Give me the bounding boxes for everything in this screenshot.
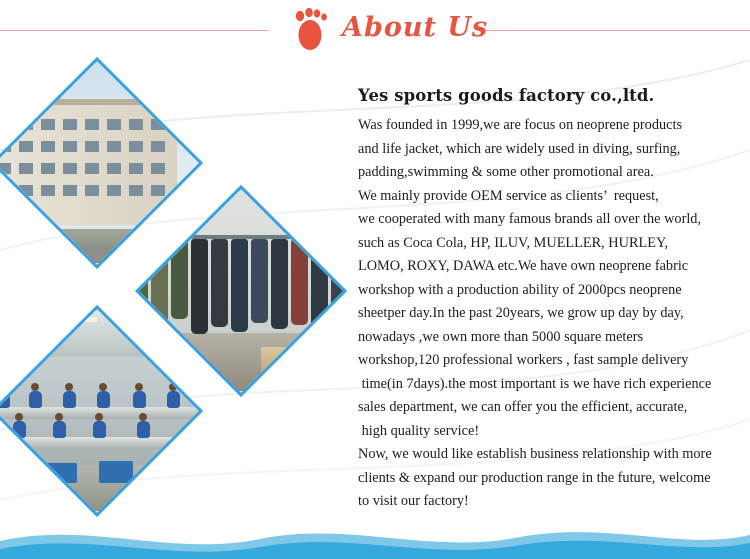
work-bench	[0, 437, 203, 449]
worker	[13, 421, 26, 438]
storage-bin	[45, 463, 77, 483]
window	[85, 119, 99, 130]
worker-head	[0, 383, 7, 391]
window	[41, 163, 55, 174]
about-line: nowadays ,we own more than 5000 square meters	[358, 328, 644, 345]
ceiling-lamp	[0, 317, 31, 322]
ceiling-lamp	[123, 317, 163, 322]
wetsuit	[311, 239, 328, 331]
wetsuit	[331, 239, 347, 321]
worker	[137, 421, 150, 438]
worker	[97, 391, 110, 408]
footer-wave	[0, 515, 750, 559]
worker	[167, 391, 180, 408]
about-line: workshop with a production ability of 2000pcs neoprene	[358, 281, 682, 298]
window	[19, 119, 33, 130]
worker-head	[65, 383, 73, 391]
production-line-photo	[0, 305, 203, 517]
about-line: time(in 7days).the most important is we have rich experience	[358, 375, 712, 392]
window	[63, 141, 77, 152]
worker	[0, 391, 10, 408]
page-header	[0, 0, 750, 62]
about-line: sales department, we can offer you the efficient, accurate,	[358, 399, 688, 415]
about-line: workshop,120 professional workers , fast sample delivery	[358, 352, 689, 368]
wetsuit-showroom-photo-content	[135, 191, 347, 391]
window	[151, 141, 165, 152]
about-line: to visit our factory!	[358, 493, 469, 509]
window	[41, 185, 55, 196]
header-rule-left	[0, 30, 268, 31]
window	[63, 185, 77, 196]
window	[85, 141, 99, 152]
window	[85, 185, 99, 196]
ceiling-lamp	[57, 317, 97, 322]
window	[151, 163, 165, 174]
about-line: and life jacket, which are widely used in diving, surfing,	[358, 140, 681, 157]
window	[19, 141, 33, 152]
window	[85, 163, 99, 174]
about-line: Now, we would like establish business relationship with more	[358, 446, 712, 462]
wetsuit	[135, 239, 148, 325]
about-line: such as Coca Cola, HP, ILUV, MUELLER, HURLEY,	[358, 234, 669, 251]
worker-head	[31, 383, 39, 391]
window	[129, 141, 143, 152]
about-line: LOMO, ROXY, DAWA etc.We have own neoprene fabric	[358, 258, 689, 274]
window	[0, 163, 11, 174]
about-line: We mainly provide OEM service as clients’ request,	[358, 187, 659, 204]
footprint-icon	[290, 8, 332, 56]
window	[19, 163, 33, 174]
factory-building-photo-content	[0, 63, 203, 263]
wetsuit	[171, 239, 188, 319]
worker	[53, 421, 66, 438]
worker-head	[95, 413, 103, 421]
worker-head	[55, 413, 63, 421]
window	[0, 141, 11, 152]
wetsuit	[251, 239, 268, 323]
worker-head	[139, 413, 147, 421]
wetsuit	[191, 239, 208, 334]
about-line: high quality service!	[358, 422, 480, 439]
wetsuit	[151, 239, 168, 331]
about-line: Was founded in 1999,we are focus on neoprene products	[358, 117, 683, 133]
wetsuit	[211, 239, 228, 327]
tree	[0, 211, 5, 253]
window	[107, 163, 121, 174]
window	[129, 163, 143, 174]
worker	[93, 421, 106, 438]
window	[129, 119, 143, 130]
window	[63, 119, 77, 130]
worker-head	[99, 383, 107, 391]
window	[0, 119, 11, 130]
tree	[13, 211, 39, 253]
worker-head	[15, 413, 23, 421]
worker	[63, 391, 76, 408]
window	[151, 119, 165, 130]
wetsuit	[291, 239, 308, 325]
window	[0, 185, 11, 196]
wetsuit	[271, 239, 288, 329]
about-line: we cooperated with many famous brands all over the world,	[358, 211, 702, 227]
about-line: padding,swimming & some other promotional area.	[358, 164, 654, 180]
factory-building-photo	[0, 57, 203, 269]
window	[41, 141, 55, 152]
about-text-block	[358, 86, 738, 514]
worker-head	[169, 383, 177, 391]
worker	[29, 391, 42, 408]
storage-bin	[0, 461, 25, 483]
window	[151, 185, 165, 196]
window	[63, 163, 77, 174]
window	[107, 119, 121, 130]
storage-bin	[157, 463, 189, 483]
wetsuit-showroom-photo	[135, 185, 347, 397]
about-line: sheetper day.In the past 20years, we grow up day by day,	[358, 305, 684, 321]
window	[107, 141, 121, 152]
company-name: Yes sports goods factory co.,ltd.	[358, 86, 655, 105]
production-line-photo-content	[0, 311, 203, 511]
about-line: clients & expand our production range in the future, welcome	[358, 469, 711, 486]
window	[41, 119, 55, 130]
storage-bin	[99, 461, 133, 483]
worker	[133, 391, 146, 408]
table	[261, 347, 347, 381]
window	[19, 185, 33, 196]
page-title: About Us	[342, 12, 489, 43]
worker-head	[135, 383, 143, 391]
window	[129, 185, 143, 196]
header-rule-right	[478, 30, 750, 31]
window	[107, 185, 121, 196]
wetsuit	[231, 239, 248, 332]
